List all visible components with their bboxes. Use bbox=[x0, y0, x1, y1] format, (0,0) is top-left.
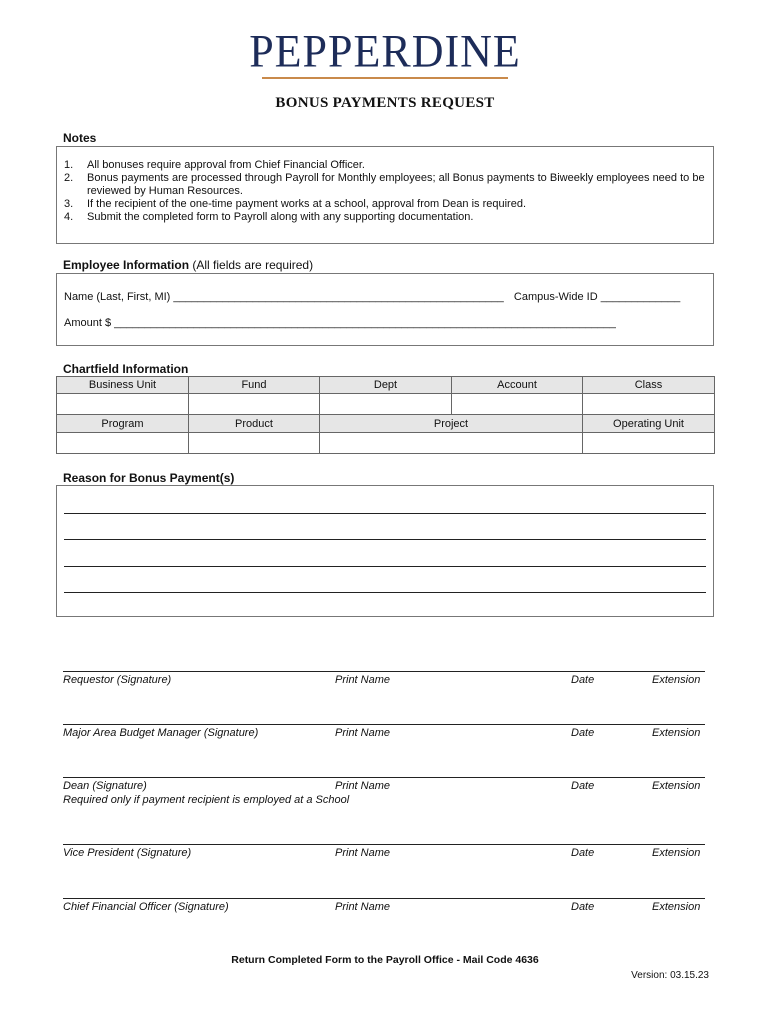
vice-president-date-label: Date bbox=[571, 847, 595, 859]
business-unit-header: Business Unit bbox=[57, 377, 189, 394]
requestor-extension-label: Extension bbox=[652, 674, 701, 686]
dean-signature-label: Dean (Signature) bbox=[63, 780, 147, 792]
logo-rule bbox=[262, 77, 508, 79]
cfo-signature-label: Chief Financial Officer (Signature) bbox=[63, 901, 229, 913]
project-input[interactable] bbox=[320, 432, 583, 453]
note-item bbox=[57, 211, 705, 224]
program-input[interactable] bbox=[57, 432, 189, 453]
notes-heading: Notes bbox=[63, 131, 97, 145]
employee-heading-text: Employee Information bbox=[63, 258, 190, 272]
chartfield-table bbox=[56, 376, 715, 454]
vice-president-signature-line[interactable] bbox=[63, 844, 705, 845]
cfo-print-name-label: Print Name bbox=[335, 901, 391, 913]
requestor-signature-label: Requestor (Signature) bbox=[63, 674, 172, 686]
budget-manager-print-name-label: Print Name bbox=[335, 727, 391, 739]
amount-row bbox=[64, 317, 616, 329]
note-number: 2. bbox=[64, 172, 74, 184]
budget-manager-signature-label: Major Area Budget Manager (Signature) bbox=[63, 727, 259, 739]
fund-input[interactable] bbox=[189, 394, 320, 415]
cfo-extension-label: Extension bbox=[652, 901, 701, 913]
dean-date-label: Date bbox=[571, 780, 595, 792]
vice-president-extension-label: Extension bbox=[652, 847, 701, 859]
dept-input[interactable] bbox=[320, 394, 452, 415]
reason-line[interactable] bbox=[64, 566, 706, 567]
logo bbox=[0, 25, 770, 78]
business-unit-input[interactable] bbox=[57, 394, 189, 415]
product-header: Product bbox=[189, 415, 320, 432]
budget-manager-date-label: Date bbox=[571, 727, 595, 739]
cfo-signature-line[interactable] bbox=[63, 898, 705, 899]
class-header: Class bbox=[583, 377, 715, 394]
version-label: Version: 03.15.23 bbox=[631, 970, 709, 981]
campus-id-field[interactable]: _____________ bbox=[600, 291, 681, 303]
notes-box bbox=[56, 146, 714, 244]
note-text: Bonus payments are processed through Payroll for Monthly employees; all Bonus payments to Biweekly employees need to be reviewed by Human Resources. bbox=[87, 172, 705, 197]
vice-president-signature-label: Vice President (Signature) bbox=[63, 847, 192, 859]
reason-heading: Reason for Bonus Payment(s) bbox=[63, 471, 235, 485]
note-item bbox=[57, 198, 705, 211]
budget-manager-extension-label: Extension bbox=[652, 727, 701, 739]
account-header: Account bbox=[452, 377, 583, 394]
note-number: 3. bbox=[64, 198, 74, 210]
operating-unit-input[interactable] bbox=[583, 432, 715, 453]
dept-header: Dept bbox=[320, 377, 452, 394]
dean-signature-line[interactable] bbox=[63, 777, 705, 778]
note-text: Submit the completed form to Payroll along with any supporting documentation. bbox=[87, 211, 474, 223]
name-label: Name (Last, First, MI) bbox=[64, 291, 171, 303]
class-input[interactable] bbox=[583, 394, 715, 415]
note-item bbox=[57, 172, 705, 198]
reason-line[interactable] bbox=[64, 592, 706, 593]
note-text: If the recipient of the one-time payment works at a school, approval from Dean is required. bbox=[87, 198, 526, 210]
employee-box bbox=[56, 273, 714, 346]
budget-manager-signature-line[interactable] bbox=[63, 724, 705, 725]
note-number: 4. bbox=[64, 211, 74, 223]
reason-box[interactable] bbox=[56, 485, 714, 617]
note-text: All bonuses require approval from Chief Financial Officer. bbox=[87, 159, 365, 171]
dean-requirement-note: Required only if payment recipient is employed at a School bbox=[63, 794, 350, 806]
fund-header: Fund bbox=[189, 377, 320, 394]
requestor-date-label: Date bbox=[571, 674, 595, 686]
cfo-date-label: Date bbox=[571, 901, 595, 913]
requestor-signature-line[interactable] bbox=[63, 671, 705, 672]
chartfield-heading: Chartfield Information bbox=[63, 362, 189, 376]
amount-field[interactable]: __________________________________________________________________________________ bbox=[114, 317, 616, 329]
amount-label: Amount $ bbox=[64, 317, 112, 329]
name-row bbox=[64, 291, 680, 303]
account-input[interactable] bbox=[452, 394, 583, 415]
form-title: BONUS PAYMENTS REQUEST bbox=[275, 95, 495, 111]
note-number: 1. bbox=[64, 159, 74, 171]
dean-extension-label: Extension bbox=[652, 780, 701, 792]
program-header: Program bbox=[57, 415, 189, 432]
reason-line[interactable] bbox=[64, 513, 706, 514]
vice-president-print-name-label: Print Name bbox=[335, 847, 391, 859]
product-input[interactable] bbox=[189, 432, 320, 453]
note-item bbox=[57, 159, 705, 172]
name-field[interactable]: ______________________________________________________ bbox=[173, 291, 504, 303]
employee-subheading: (All fields are required) bbox=[192, 258, 314, 272]
return-instructions: Return Completed Form to the Payroll Office - Mail Code 4636 bbox=[231, 954, 539, 966]
employee-heading bbox=[63, 258, 313, 272]
notes-list bbox=[57, 159, 713, 224]
logo-text: PEPPERDINE bbox=[249, 25, 521, 78]
requestor-print-name-label: Print Name bbox=[335, 674, 391, 686]
operating-unit-header: Operating Unit bbox=[583, 415, 715, 432]
dean-print-name-label: Print Name bbox=[335, 780, 391, 792]
reason-line[interactable] bbox=[64, 539, 706, 540]
project-header: Project bbox=[320, 415, 583, 432]
campus-id-label: Campus-Wide ID bbox=[513, 291, 598, 303]
